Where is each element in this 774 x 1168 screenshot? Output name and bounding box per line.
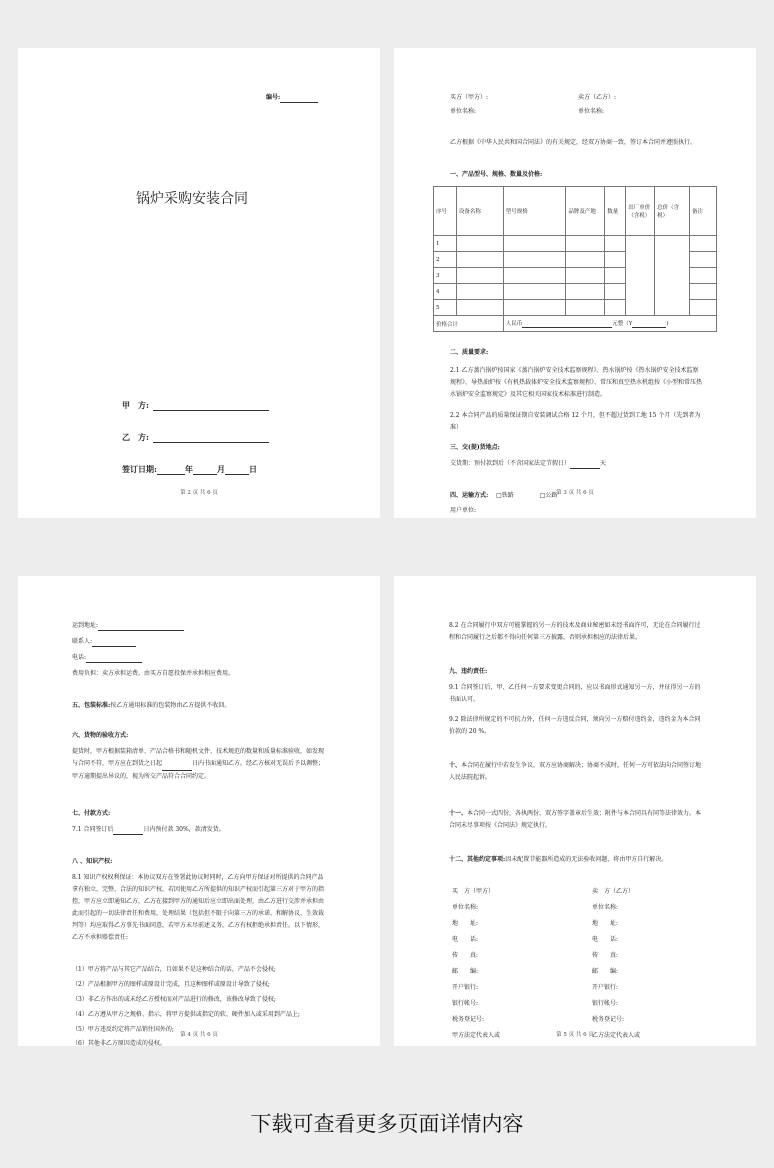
product-table [433,186,717,332]
section-11-title: 十一、 [449,810,468,817]
page-number: 第 3 页 共 6 页 [556,490,594,496]
user-unit: 用户单位: [450,507,477,514]
party-a-label: 甲 方: [122,400,149,410]
days-label: 天 [600,460,607,467]
ip-clause-8-1: 8.1 知识产权权利保证：本协议双方在签署此协议时同时，乙方向甲方保证对所提供的合同产品拿有独立、完整、合法的知识产权，若因使用乙方所提供的知识产权而引起第三方对于甲方的指控，甲方应立即通知乙方，乙方在接到甲方的通知后应立即出面处理，由乙方进行交涉并承担由此而引起的一切法律责任和费用，处理结果（包括但不限于向第三方的承诺、和解协议、生效裁判等）均应取得乙方事先书面同意，若甲方未尽前述义务，乙方有权拒绝承担责任。以下情形，乙方不承担赔偿责任: [72,874,325,941]
page-number: 第 4 页 共 6 页 [180,1032,218,1038]
rmb-blank [522,321,612,328]
days-blank [162,758,192,771]
sign-date-line [122,464,257,475]
download-more-caption: 下载可查看更多页面详情内容 [250,1112,524,1136]
party-a-line [122,400,269,411]
section-5-text: 按乙方通用标准的包装物由乙方提供不收回。 [110,702,231,709]
phone-line [72,654,142,663]
month-label: 月 [216,464,225,474]
rail-checkbox[interactable]: □铁路 [496,492,514,499]
buyer-field: 单位名称: [452,904,479,911]
th-model: 型号规格 [503,187,566,236]
ip-item-4: （4）乙方遵从甲方之规格、指示，将甲方提供或指定的软、硬件加入或采用到产品上; [72,1011,300,1018]
month-blank [193,464,217,475]
buyer-field: 地 址: [452,920,479,927]
seller-field: 银行帐号: [592,1000,619,1007]
seller-field: 邮 编: [592,968,619,975]
contact-label: 联系人: [72,638,93,645]
year-label: 年 [184,464,193,474]
section-3-title: 三、交(提)货地点: [450,444,500,451]
row-no: 1 [434,236,457,252]
section-12-text: 因未配置节能器所造成的无法验收问题，将由甲方自行解决。 [505,856,668,863]
merged-total-price [655,236,690,316]
ip-item-5: （5）甲方违反约定将产品销往国外的; [72,1026,174,1033]
section-5-title: 五、包装标准: [72,702,111,709]
phone-blank [86,654,142,663]
clause-8-2: 8.2 在合同履行中双方可能掌握的另一方的技术及商业秘密如未经书面许可，无论在合同履行过程和合同履行之后都不得向任何第三方披露，否则承担相应的法律后果。 [449,622,701,641]
party-b-blank [153,432,269,443]
section-12-title: 十二、其他约定事项: [449,856,506,863]
freight-text: 费用负担：卖方承担运费，由买方自愿投保并承担相应费用。 [72,670,235,677]
payment-text-b: 日内预付款 30%，款清发货。 [143,826,225,833]
buyer-field: 传 真: [452,952,479,959]
buyer-field: 税务登记号: [452,1016,485,1023]
th-unit-price: 出厂单价（含税） [626,187,655,236]
ip-item-6: （6）其他非乙方原因造成的侵权。 [72,1040,166,1046]
party-a-blank [153,400,269,411]
quality-2-1: 2.1 乙方蒸汽锅炉按国家《蒸汽锅炉安全技术监察规程》、热水锅炉按《热水锅炉安全技术监察规程》、导热油炉按《有机热载体炉安全技术监察规程》、常压和真空热水机组按《小型和常压热水锅炉安全监察规定》及其它相关国家技术标准进行制造。 [450,367,703,398]
section-6-text-b: 日内书面通知乙方，经乙方核对无误后予以调整；甲方逾期提出异议的，视为所交产品符合合同约定。 [72,760,325,780]
merged-unit-price [626,236,655,316]
clause-9-2: 9.2 除法律所规定的不可抗力外，任何一方违反合同，须向另一方赔付违约金，违约金为本合同价款的 20 %。 [449,716,701,735]
buyer-field: 银行帐号: [452,1000,479,1007]
sign-seller-header: 卖 方（乙方） [592,888,635,895]
delivery-text: 交货期：预付款到后（不含国家法定节假日） [450,460,571,467]
total-row [434,316,717,332]
section-1-title: 一、产品型号、规格、数量及价格: [450,171,543,178]
table-row [434,236,717,252]
phone-label: 电话: [72,654,87,661]
road-checkbox[interactable]: □公路 [539,492,558,499]
section-6-text-a: 提货时，甲方根据装箱清单、产品合格书和随机文件、技术规范的数量和质量标准验收，如发现与合同不符，甲方应在到货之日起 [72,748,325,767]
page-cover [18,48,380,518]
page-terms-1 [18,576,380,1046]
section-6-text [72,746,326,783]
days-blank [570,460,600,469]
sign-buyer-header: 买 方（甲方） [452,888,495,895]
section-10 [449,760,703,784]
th-total-price: 总价（含税） [655,187,690,236]
ship-address-line [72,622,184,631]
number-label: 编号: [266,94,281,101]
section-11 [449,808,703,832]
buyer-label: 买方（甲方）: [450,94,489,101]
yuan-label: 元整（Y [612,321,633,327]
section-5 [72,702,230,710]
seller-field: 单位名称: [592,904,619,911]
th-no: 序号 [434,187,457,236]
contact-blank [92,638,136,647]
section-7-title: 七、付款方式: [72,810,111,817]
section-4-title: 四、运输方式: [450,492,489,499]
sign-date-label: 签订日期: [122,464,157,474]
seller-field: 电 话: [592,936,619,943]
th-qty: 数量 [605,187,626,236]
page-number: 第 5 页 共 6 页 [556,1032,594,1038]
seller-field: 税务登记号: [592,1016,625,1023]
ip-item-3: （3）非乙方作出的或未经乙方授权而对产品进行的修改，该修改导致了侵权; [72,996,276,1003]
buyer-field: 电 话: [452,936,479,943]
section-9-title: 九、违约责任: [449,668,488,675]
buyer-unit-name: 单位名称: [450,108,477,115]
party-b-label: 乙 方: [122,432,149,442]
day-label: 日 [248,464,257,474]
seller-label: 卖方（乙方）: [578,94,617,101]
section-12 [449,856,667,864]
row-no: 4 [434,284,457,300]
seller-field: 开户银行: [592,984,619,991]
section-6-title: 六、货物的验收方式: [72,732,129,739]
th-name: 设备名称 [456,187,503,236]
section-2-title: 二、质量要求: [450,349,489,356]
total-amount: 人民币 元整（Y ) [503,316,716,332]
th-brand: 品牌及产地 [566,187,605,236]
page-number: 第 2 页 共 6 页 [180,490,218,496]
row-no: 5 [434,300,457,316]
row-no: 2 [434,252,457,268]
ship-address-blank [98,622,184,631]
clause-9-1: 9.1 合同签订后，甲、乙任何一方要求变更合同的，应以书面形式通知另一方，并征得另一方的书面认可。 [449,684,701,703]
quality-2-2: 2.2 本合同产品的质量保证期自安装调试合格 12 个月，但不超过货到工地 15 个月（先到者为准） [450,412,701,431]
payment-days-blank [113,826,143,835]
buyer-field: 开户银行: [452,984,479,991]
section-11-text: 本合同一式四份，各执两份，双方签字盖章后生效；附件与本合同具有同等法律效力。本合同未尽事项按《合同法》规定执行。 [449,810,702,829]
seller-rep: 乙方法定代表人或 [592,1032,641,1039]
seller-field: 地 址: [592,920,619,927]
ip-item-1: （1）甲方将产品与其它产品结合，且如果不是这种结合的话，产品不会侵权; [72,966,276,973]
day-blank [225,464,249,475]
delivery-line [450,460,606,469]
buyer-rep: 甲方法定代表人或 [452,1032,501,1039]
intro-text: 乙方根据《中华人民共和国合同法》的有关规定，经双方协商一致，签订本合同并遵照执行。 [450,139,697,146]
contract-number [266,94,318,103]
section-10-title: 十、 [449,762,462,769]
payment-text-a: 7.1 合同签订后 [72,826,114,833]
section-10-text: 本合同在履行中若发生争议，双方应协商解决；协商不成时，任何一方可依法向合同签订地人民法院起诉。 [449,762,702,781]
year-blank [157,464,185,475]
seller-unit-name: 单位名称: [578,108,605,115]
row-no: 3 [434,268,457,284]
number-blank [280,94,318,103]
total-label: 价格合计 [434,316,504,332]
section-8-title: 八 、知识产权: [72,858,113,865]
contact-line [72,638,136,647]
page-terms-2 [394,576,756,1046]
page-products [394,48,756,518]
ip-item-2: （2）产品根据甲方的图样或原设计完成，且这种图样或原设计导致了侵权; [72,981,270,988]
yuan-blank [632,321,666,328]
ship-address-label: 运到地址: [72,622,99,629]
seller-field: 传 真: [592,952,619,959]
buyer-field: 邮 编: [452,968,479,975]
payment-line [72,826,225,835]
rmb-label: 人民币 [505,321,523,327]
th-remark: 备注 [690,187,717,236]
party-b-line [122,432,269,443]
contract-title: 锅炉采购安装合同 [136,191,248,207]
